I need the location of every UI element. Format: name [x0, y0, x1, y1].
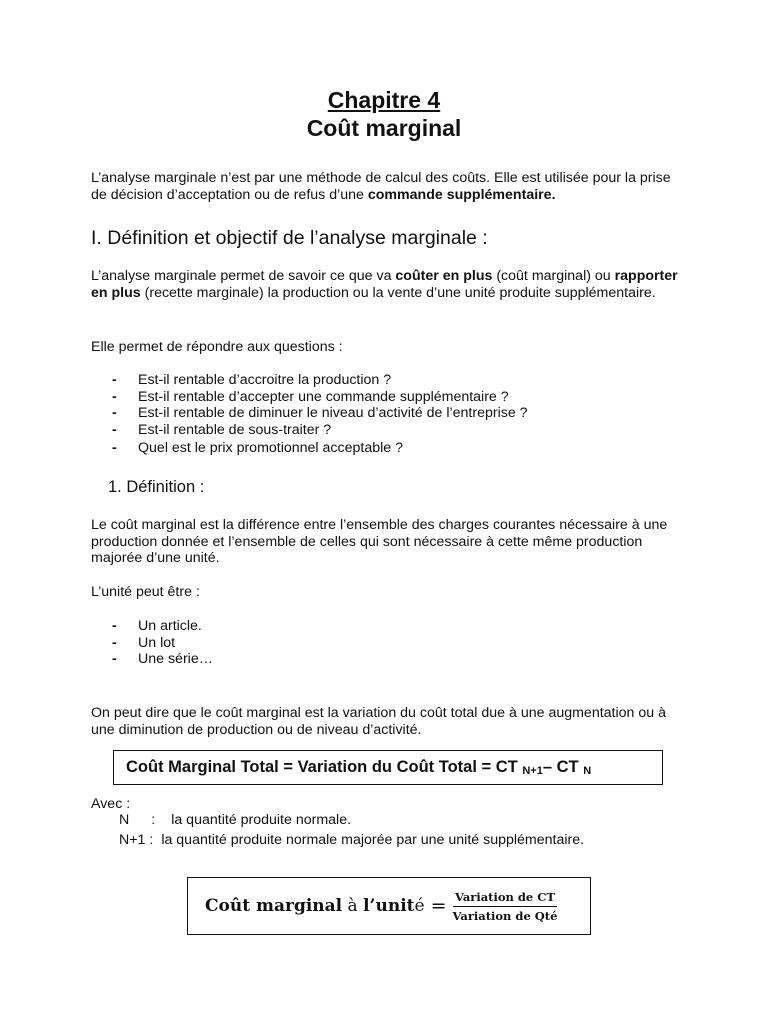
list-item-text: Est-il rentable d’accroitre la production ? [138, 372, 392, 388]
fraction-numerator: Variation de CT [453, 890, 557, 907]
formula2-lhs-bold: Coût marginal [205, 896, 343, 916]
questions-intro: Elle permet de répondre aux questions : [91, 339, 343, 355]
chapter-subject: Coût marginal [306, 115, 462, 141]
fraction [453, 890, 558, 923]
list-item-text: Un lot [138, 634, 176, 651]
list-item-text: Quel est le prix promotionnel acceptable ? [138, 440, 403, 457]
chapter-title: Chapitre 4 [327, 87, 441, 113]
formula2-lhs-e: é [414, 896, 425, 916]
list-item: - Est-il rentable d’accroitre la production ? [112, 372, 392, 388]
formula-subscript-n1: N+1 [522, 764, 543, 777]
marginal-cost-formula-box [113, 750, 663, 785]
list-item: - Un lot [112, 634, 176, 651]
list-item-text: Une série… [138, 651, 213, 668]
list-item: - Est-il rentable d’accepter une commande supplémentaire ? [112, 388, 509, 405]
unit-marginal-cost-formula-box [187, 877, 591, 935]
definition-row-n1 [119, 832, 584, 848]
para-text-e: (recette marginale) la production ou la vente d’une unité produite supplémentaire. [140, 284, 656, 301]
unit-intro: L’unité peut être : [91, 584, 200, 600]
list-item-text: Est-il rentable de sous-traiter ? [138, 421, 332, 438]
def-term: N+1 : [119, 832, 154, 848]
unit-list [112, 618, 213, 668]
section-heading: I. Définition et objectif de l’analyse marginale : [91, 227, 488, 249]
list-item-text: Un article. [138, 618, 202, 634]
section-paragraph [91, 268, 686, 301]
list-item: - Est-il rentable de sous-traiter ? [112, 421, 332, 438]
para-bold-cost: coûter en plus [395, 268, 493, 284]
fraction-denominator: Variation de Qté [452, 908, 558, 923]
list-item: - Est-il rentable de diminuer le niveau d’activité de l’entreprise ? [112, 405, 528, 422]
subsection-heading: 1. Définition : [108, 478, 205, 496]
def-sep: : [151, 812, 156, 828]
para-bold-revenue: rapporter en plus [91, 268, 678, 301]
def-desc: la quantité produite normale. [171, 812, 352, 828]
para-text-c: (coût marginal) ou [492, 268, 615, 284]
questions-list [112, 372, 528, 457]
para-text-a: L’analyse marginale permet de savoir ce que va [91, 268, 396, 284]
list-item: - Un article. [112, 618, 202, 634]
intro-paragraph [91, 170, 686, 203]
formula-minus-ct: – CT [542, 758, 579, 776]
equals-sign: = [430, 895, 447, 917]
variation-paragraph: On peut dire que le coût marginal est la variation du coût total due à une augmentation ou à une diminution de production ou de niveau d’activité. [91, 705, 666, 738]
def-term: N [119, 812, 130, 828]
formula-subscript-n: N [583, 764, 592, 777]
definition-row-n [119, 812, 351, 828]
formula2-lhs-unit: l’unit [363, 896, 415, 916]
formula2-lhs-a: à [347, 896, 358, 916]
intro-text: L’analyse marginale n’est par une méthode de calcul des coûts. Elle est utilisée pour la prise de décision d’acceptation ou de refus d’une [91, 170, 671, 203]
list-item-text: Est-il rentable de diminuer le niveau d’activité de l’entreprise ? [138, 405, 528, 422]
intro-bold: commande supplémentaire. [367, 186, 556, 203]
list-item: - Quel est le prix promotionnel acceptable ? [112, 440, 403, 457]
list-item-text: Est-il rentable d’accepter une commande supplémentaire ? [138, 388, 509, 405]
list-item: - Une série… [112, 651, 213, 668]
formula-text: Coût Marginal Total = Variation du Coût Total = CT [126, 758, 518, 776]
avec-label: Avec : [91, 796, 131, 812]
def-desc: la quantité produite normale majorée par une unité supplémentaire. [161, 832, 585, 848]
definition-paragraph: Le coût marginal est la différence entre l’ensemble des charges courantes nécessaire à une production donnée et l’ensemble de celles qui sont nécessaire à cette même production majorée d’une unité. [91, 517, 668, 566]
